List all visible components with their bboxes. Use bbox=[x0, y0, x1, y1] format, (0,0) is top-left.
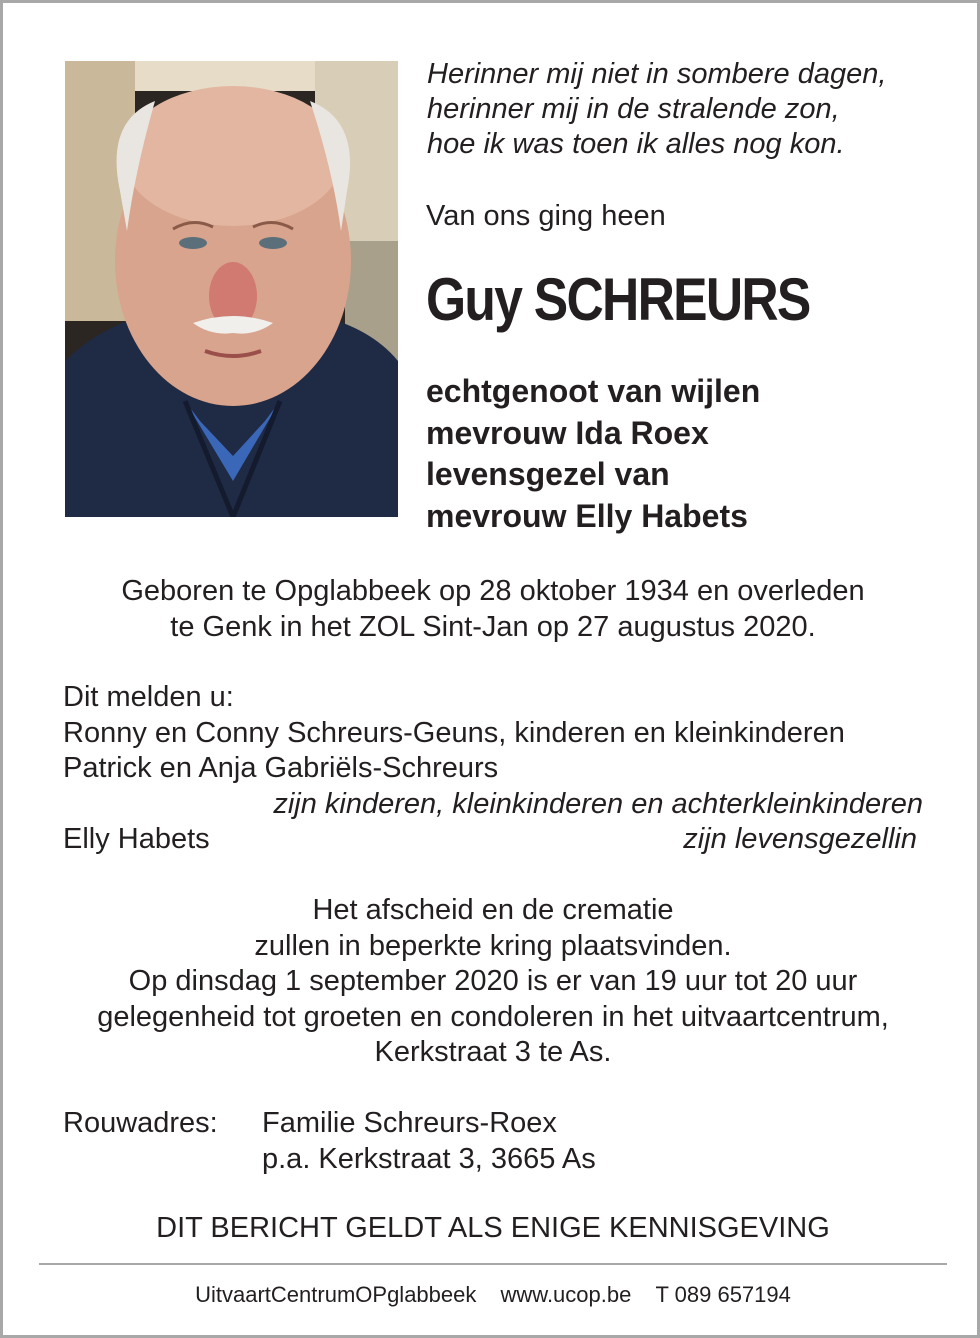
footer-website[interactable]: www.ucop.be bbox=[500, 1282, 632, 1307]
ceremony-line: Op dinsdag 1 september 2020 is er van 19 uur tot 20 uur bbox=[128, 965, 858, 997]
partner-line bbox=[63, 822, 923, 858]
address-value bbox=[262, 1106, 596, 1177]
notice-text: DIT BERICHT GELDT ALS ENIGE KENNISGEVING bbox=[156, 1212, 830, 1244]
birth-death-text bbox=[3, 573, 980, 645]
relation-line: echtgenoot van wijlen bbox=[426, 373, 761, 409]
family-line: Ronny en Conny Schreurs-Geuns, kinderen en kleinkinderen bbox=[63, 716, 845, 749]
address-line: Familie Schreurs-Roex bbox=[262, 1107, 557, 1139]
poem-line: Herinner mij niet in sombere dagen, bbox=[427, 58, 887, 90]
relation-line: levensgezel van bbox=[426, 456, 670, 492]
ceremony-info bbox=[3, 893, 980, 1071]
intro-text: Van ons ging heen bbox=[426, 200, 666, 232]
ceremony-line: Het afscheid en de crematie bbox=[312, 894, 674, 926]
poem-line: hoe ik was toen ik alles nog kon. bbox=[427, 128, 845, 160]
footer bbox=[3, 1282, 980, 1308]
partner-role: zijn levensgezellin bbox=[683, 823, 917, 855]
announce-heading: Dit melden u: bbox=[63, 681, 234, 713]
footer-company: UitvaartCentrumOPglabbeek bbox=[195, 1282, 477, 1307]
poem-line: herinner mij in de stralende zon, bbox=[427, 93, 840, 125]
relations bbox=[426, 371, 760, 537]
relation-line: mevrouw Elly Habets bbox=[426, 497, 748, 534]
divider bbox=[39, 1263, 947, 1265]
ceremony-line: gelegenheid tot groeten en condoleren in het uitvaartcentrum, bbox=[97, 1000, 889, 1033]
portrait-photo bbox=[65, 61, 398, 517]
family-line: Patrick en Anja Gabriëls-Schreurs bbox=[63, 752, 499, 784]
ceremony-line: Kerkstraat 3 te As. bbox=[374, 1036, 612, 1068]
footer-phone: T 089 657194 bbox=[655, 1282, 791, 1307]
birth-line: Geboren te Opglabbeek op 28 oktober 1934 en overleden bbox=[121, 575, 865, 607]
relation-line: mevrouw Ida Roex bbox=[426, 414, 709, 451]
address-label: Rouwadres: bbox=[63, 1107, 218, 1139]
family-role: zijn kinderen, kleinkinderen en achterkleinkinderen bbox=[273, 787, 923, 820]
partner-name: Elly Habets bbox=[63, 823, 210, 855]
poem bbox=[427, 57, 967, 162]
portrait-image bbox=[65, 61, 398, 517]
announcement bbox=[63, 680, 923, 858]
death-line: te Genk in het ZOL Sint-Jan op 27 augustus 2020. bbox=[170, 611, 816, 643]
address-line: p.a. Kerkstraat 3, 3665 As bbox=[262, 1142, 596, 1175]
deceased-name: Guy SCHREURS bbox=[426, 266, 810, 333]
ceremony-line: zullen in beperkte kring plaatsvinden. bbox=[254, 929, 732, 962]
